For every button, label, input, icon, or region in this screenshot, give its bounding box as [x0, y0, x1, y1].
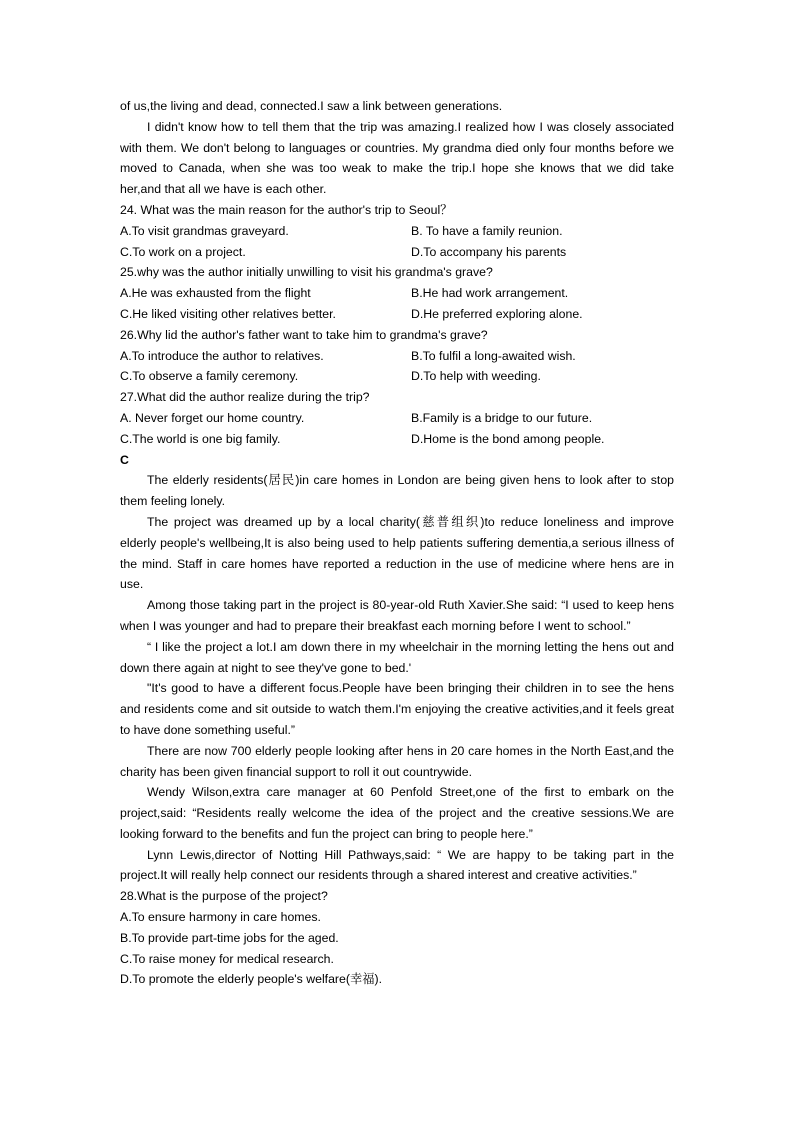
section-c-paragraph: The project was dreamed up by a local charity(慈普组织)to reduce loneliness and improve elderly people's wellbeing,It is also being used to help patients suffering dementia,a serious illness of the mind. Staff in care homes have reported a reduction in the use of medicine where hens are in use. [120, 514, 674, 592]
question-27-stem: 27.What did the author realize during the trip? [120, 390, 370, 405]
question-27-options [120, 408, 674, 450]
exam-page [120, 96, 674, 990]
question-26-options [120, 346, 674, 388]
question-26-option-c: C.To observe a family ceremony. [120, 369, 299, 384]
question-28-option-a: A.To ensure harmony in care homes. [120, 910, 321, 925]
question-25-option-b: B.He had work arrangement. [411, 286, 569, 301]
question-28-option-b: B.To provide part-time jobs for the aged. [120, 930, 339, 945]
section-c-paragraph: There are now 700 elderly people looking after hens in 20 care homes in the North East,and the charity has been given financial support to roll it out countrywide. [120, 743, 674, 779]
question-24-option-c: C.To work on a project. [120, 244, 246, 259]
section-c-paragraph: Wendy Wilson,extra care manager at 60 Penfold Street,one of the first to embark on the project,said: “Residents really welcome the idea of the project and the creative sessions.We are looking forward to the benefits and fun the project can bring to people here.” [120, 785, 674, 841]
section-c-paragraph: Among those taking part in the project is 80-year-old Ruth Xavier.She said: “I used to keep hens when I was younger and had to prepare their breakfast each morning before I went to school.” [120, 598, 674, 633]
question-25-option-d: D.He preferred exploring alone. [411, 306, 583, 321]
section-c-paragraph: “ I like the project a lot.I am down there in my wheelchair in the morning letting the hens out and down there again at night to see they've gone to bed.' [120, 639, 674, 675]
question-27-option-c: C.The world is one big family. [120, 431, 281, 446]
section-c-heading: C [120, 452, 129, 467]
question-25-options [120, 283, 674, 325]
question-28-option-d: D.To promote the elderly people's welfare(幸福). [120, 972, 383, 987]
question-27-option-b: B.Family is a bridge to our future. [411, 410, 593, 425]
section-c-paragraph: "It's good to have a different focus.People have been bringing their children in to see the hens and residents come and sit outside to watch them.I'm enjoying the creative activities,and it feels great to have done something useful.” [120, 681, 674, 737]
question-26-option-d: D.To help with weeding. [411, 369, 541, 384]
question-27-option-d: D.Home is the bond among people. [411, 431, 605, 446]
section-c-paragraph: Lynn Lewis,director of Notting Hill Pathways,said: “ We are happy to be taking part in the project.It will really help connect our residents through a shared interest and creative activities.” [120, 847, 674, 883]
section-c-paragraph: The elderly residents(居民)in care homes in London are being given hens to look after to stop them feeling lonely. [120, 473, 674, 509]
question-25-option-a: A.He was exhausted from the flight [120, 286, 311, 301]
question-26-option-b: B.To fulfil a long-awaited wish. [411, 348, 576, 363]
passage-b-paragraph: I didn't know how to tell them that the trip was amazing.I realized how I was closely associated with them. We don't belong to languages or countries. My grandma died only four months before we moved to Canada, when she was too weak to make the trip.I hope she knows that we did take her,and that all we have is each other. [120, 119, 674, 197]
question-24-option-a: A.To visit grandmas graveyard. [120, 223, 289, 238]
question-25-stem: 25.why was the author initially unwilling to visit his grandma's grave? [120, 265, 493, 280]
question-26-stem: 26.Why lid the author's father want to take him to grandma's grave? [120, 327, 488, 342]
question-24-stem: 24. What was the main reason for the author's trip to Seoul？ [120, 202, 453, 217]
question-24-option-d: D.To accompany his parents [411, 244, 567, 259]
passage-b-paragraph: of us,the living and dead, connected.I saw a link between generations. [120, 99, 503, 113]
question-24-options [120, 221, 674, 263]
question-24-option-b: B. To have a family reunion. [411, 223, 563, 238]
question-27-option-a: A. Never forget our home country. [120, 410, 305, 425]
question-25-option-c: C.He liked visiting other relatives better. [120, 306, 336, 321]
question-26-option-a: A.To introduce the author to relatives. [120, 348, 324, 363]
question-28-stem: 28.What is the purpose of the project? [120, 889, 328, 904]
question-28-option-c: C.To raise money for medical research. [120, 951, 334, 966]
